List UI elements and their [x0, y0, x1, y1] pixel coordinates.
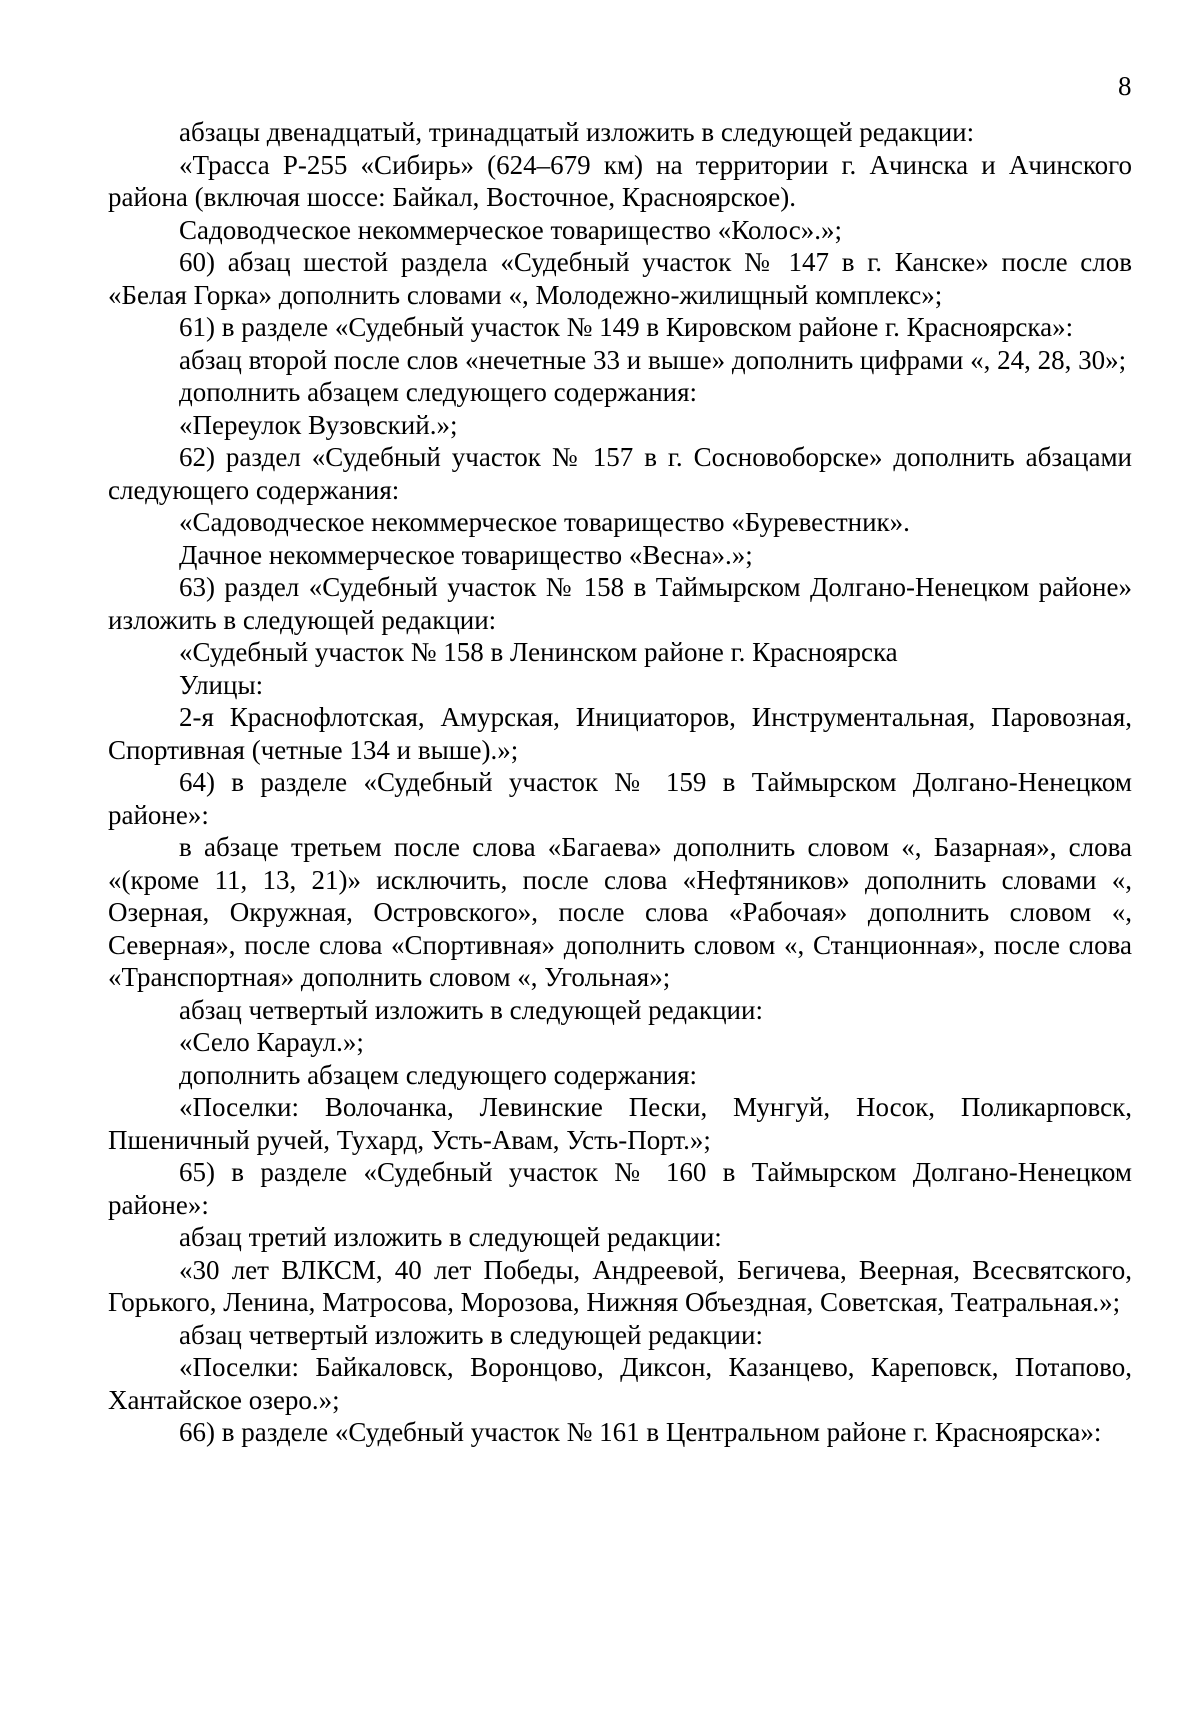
paragraph: абзацы двенадцатый, тринадцатый изложить в следующей редакции:	[179, 117, 975, 147]
paragraph: «Переулок Вузовский.»;	[179, 409, 458, 440]
paragraph: «Поселки: Байкаловск, Воронцово, Диксон, Казанцево, Кареповск, Потапово, Хантайское озеро.»;	[108, 1352, 1132, 1415]
paragraph: 62) раздел «Судебный участок № 157 в г. Сосновоборске» дополнить абзацами следующего содержания:	[108, 442, 1132, 505]
paragraph: 65) в разделе «Судебный участок № 160 в Таймырском Долгано-Ненецком районе»:	[108, 1157, 1132, 1220]
paragraph: дополнить абзацем следующего содержания:	[179, 377, 698, 407]
paragraph: 2-я Краснофлотская, Амурская, Инициаторов, Инструментальная, Паровозная, Спортивная (четные 134 и выше).»;	[108, 702, 1132, 765]
paragraph: Садоводческое некоммерческое товарищество «Колос».»;	[179, 214, 842, 245]
paragraph: 66) в разделе «Судебный участок № 161 в Центральном районе г. Красноярска»:	[179, 1417, 1102, 1447]
document-body	[108, 116, 1132, 1449]
paragraph: дополнить абзацем следующего содержания:	[179, 1059, 698, 1090]
paragraph: 64) в разделе «Судебный участок № 159 в Таймырском Долгано-Ненецком районе»:	[108, 767, 1132, 830]
paragraph: абзац четвертый изложить в следующей редакции:	[179, 1319, 763, 1350]
paragraph: 61) в разделе «Судебный участок № 149 в Кировском районе г. Красноярска»:	[179, 312, 1074, 342]
paragraph: 60) абзац шестой раздела «Судебный участок № 147 в г. Канске» после слов «Белая Горка» дополнить словами «, Молодежно-жилищный комплекс»;	[108, 247, 1132, 310]
paragraph: Дачное некоммерческое товарищество «Весна».»;	[179, 539, 753, 570]
paragraph: «Судебный участок № 158 в Ленинском районе г. Красноярска	[179, 637, 898, 667]
paragraph: Улицы:	[179, 669, 264, 700]
paragraph: 63) раздел «Судебный участок № 158 в Таймырском Долгано-Ненецком районе» изложить в следующей редакции:	[108, 572, 1132, 635]
paragraph: «Садоводческое некоммерческое товарищество «Буревестник».	[179, 507, 910, 537]
paragraph: «30 лет ВЛКСМ, 40 лет Победы, Андреевой, Бегичева, Веерная, Всесвятского, Горького, Ленина, Матросова, Морозова, Нижняя Объездная, Советская, Театральная.»;	[108, 1254, 1132, 1317]
paragraph: абзац третий изложить в следующей редакции:	[179, 1222, 722, 1252]
paragraph: «Поселки: Волочанка, Левинские Пески, Мунгуй, Носок, Поликарповск, Пшеничный ручей, Тухард, Усть-Авам, Усть-Порт.»;	[108, 1092, 1132, 1155]
page-number: 8	[1118, 71, 1132, 101]
paragraph: абзац второй после слов «нечетные 33 и выше» дополнить цифрами «, 24, 28, 30»;	[179, 344, 1127, 375]
paragraph: в абзаце третьем после слова «Багаева» дополнить словом «, Базарная», слова «(кроме 11, 13, 21)» исключить, после слова «Нефтяников» дополнить словами «, Озерная, Окружная, Островского», после слова «Рабочая» дополнить словом «, Северная», после слова «Спортивная» дополнить словом «, Станционная», после слова «Транспортная» дополнить словом «, Угольная»;	[108, 832, 1132, 992]
paragraph: абзац четвертый изложить в следующей редакции:	[179, 994, 763, 1025]
paragraph: «Село Караул.»;	[179, 1027, 364, 1057]
paragraph: «Трасса Р-255 «Сибирь» (624–679 км) на территории г. Ачинска и Ачинского района (включая шоссе: Байкал, Восточное, Красноярское).	[108, 149, 1132, 212]
